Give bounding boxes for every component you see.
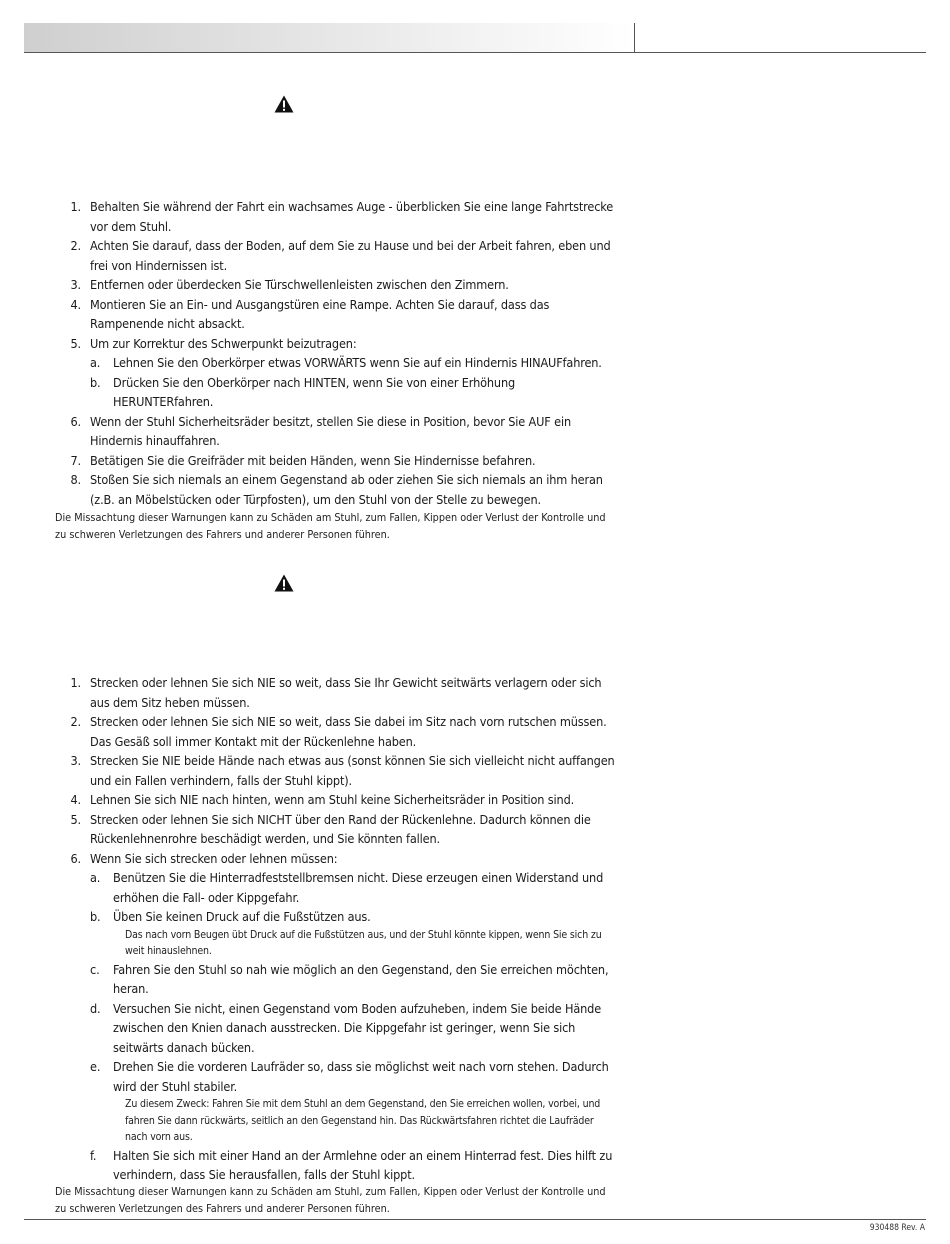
item-text: Stoßen Sie sich niemals an einem Gegenstand ab oder ziehen Sie sich niemals an ihm heran (z.B. an Möbelstücken oder Türpfosten), um den Stuhl von der Stelle zu bewegen.	[90, 472, 603, 507]
list-item	[55, 790, 615, 810]
item-text: Strecken Sie NIE beide Hände nach etwas aus (sonst können Sie sich vielleicht nicht auffangen und ein Fallen verhindern, falls der Stuhl kippt).	[90, 753, 615, 788]
sub-item-text: Benützen Sie die Hinterradfeststellbremsen nicht. Diese erzeugen einen Widerstand und erhöhen die Fall- oder Kippgefahr.	[113, 870, 604, 905]
sub-item-letter: c.	[90, 961, 100, 977]
sub-item-letter: b.	[90, 374, 101, 390]
item-text: Montieren Sie an Ein- und Ausgangstüren eine Rampe. Achten Sie darauf, dass das Rampenende nicht absackt.	[90, 296, 550, 331]
header-bar	[24, 23, 635, 52]
sub-item-letter: a.	[90, 870, 101, 885]
item-number: 3.	[70, 277, 81, 292]
list-item	[55, 751, 615, 790]
item-number: 5.	[70, 811, 81, 827]
item-text: Wenn der Stuhl Sicherheitsräder besitzt, stellen Sie diese in Position, bevor Sie AUF ein Hindernis hinauffahren.	[90, 413, 571, 448]
sub-list	[90, 353, 615, 412]
section2-list	[55, 673, 615, 1185]
item-number: 2.	[70, 238, 81, 253]
sub-item-letter: a.	[90, 355, 101, 370]
list-item	[55, 275, 615, 295]
list-item	[55, 334, 615, 412]
item-number: 1.	[70, 675, 81, 690]
sub-list-item	[90, 353, 615, 373]
item-text: Lehnen Sie sich NIE nach hinten, wenn am Stuhl keine Sicherheitsräder in Position sind.	[90, 792, 575, 807]
header-rule	[24, 52, 926, 53]
section1-warning-text: Die Missachtung dieser Warnungen kann zu Schäden am Stuhl, zum Fallen, Kippen oder Verlust der Kontrolle und zu schweren Verletzungen des Fahrers und anderer Personen führen.	[55, 511, 606, 541]
section2-warning-text: Die Missachtung dieser Warnungen kann zu Schäden am Stuhl, zum Fallen, Kippen oder Verlust der Kontrolle und zu schweren Verletzungen des Fahrers und anderer Personen führen.	[55, 1185, 606, 1215]
document-reference: 930488 Rev. A	[869, 1223, 925, 1233]
item-number: 6.	[70, 413, 81, 429]
item-text: Um zur Korrektur des Schwerpunkt beizutragen:	[90, 335, 357, 351]
sub-item-letter: b.	[90, 909, 101, 924]
sub-list-item	[90, 907, 615, 960]
list-item	[55, 295, 615, 334]
sub-item-text: Drehen Sie die vorderen Laufräder so, dass sie möglichst weit nach vorn stehen. Dadurch wird der Stuhl stabiler.	[113, 1059, 609, 1094]
footer-rule	[24, 1219, 926, 1220]
item-number: 6.	[70, 850, 81, 866]
sub-item-text: Lehnen Sie den Oberkörper etwas VORWÄRTS wenn Sie auf ein Hindernis HINAUFfahren.	[113, 355, 602, 370]
list-item	[55, 197, 615, 236]
list-item	[55, 236, 615, 275]
sub-list-item	[90, 373, 615, 412]
list-item	[55, 451, 615, 471]
item-text: Betätigen Sie die Greifräder mit beiden Händen, wenn Sie Hindernisse befahren.	[90, 452, 536, 468]
section1-list	[55, 197, 615, 509]
sub-list-item	[90, 1146, 615, 1185]
warning-triangle-icon	[274, 574, 294, 592]
item-text: Entfernen oder überdecken Sie Türschwellenleisten zwischen den Zimmern.	[90, 277, 509, 292]
item-text: Strecken oder lehnen Sie sich NICHT über den Rand der Rückenlehne. Dadurch können die Rückenlehnenrohre beschädigt werden, und Sie könnten fallen.	[90, 811, 591, 846]
item-text: Behalten Sie während der Fahrt ein wachsames Auge - überblicken Sie eine lange Fahrtstrecke vor dem Stuhl.	[90, 199, 614, 234]
list-item	[55, 810, 615, 849]
sub-list	[90, 868, 615, 1185]
item-text: Wenn Sie sich strecken oder lehnen müssen:	[90, 850, 338, 866]
item-number: 4.	[70, 792, 81, 807]
list-item	[55, 712, 615, 751]
sub-item-note: Das nach vorn Beugen übt Druck auf die Fußstützen aus, und der Stuhl könnte kippen, wenn Sie sich zu weit hinauslehnen.	[125, 928, 602, 957]
item-number: 5.	[70, 335, 81, 351]
item-text: Achten Sie darauf, dass der Boden, auf dem Sie zu Hause und bei der Arbeit fahren, eben und frei von Hindernissen ist.	[90, 238, 611, 273]
item-number: 8.	[70, 472, 81, 487]
item-number: 7.	[70, 452, 81, 468]
item-number: 2.	[70, 714, 81, 729]
sub-list-item	[90, 868, 615, 907]
item-text: Strecken oder lehnen Sie sich NIE so weit, dass Sie dabei im Sitz nach vorn rutschen müssen. Das Gesäß soll immer Kontakt mit der Rückenlehne haben.	[90, 714, 607, 749]
item-text: Strecken oder lehnen Sie sich NIE so weit, dass Sie Ihr Gewicht seitwärts verlagern oder sich aus dem Sitz heben müssen.	[90, 675, 602, 710]
sub-item-letter: e.	[90, 1059, 101, 1074]
sub-item-text: Üben Sie keinen Druck auf die Fußstützen aus.	[113, 909, 371, 924]
sub-item-letter: d.	[90, 1000, 101, 1016]
sub-item-text: Fahren Sie den Stuhl so nah wie möglich an den Gegenstand, den Sie erreichen möchten, heran.	[113, 961, 609, 996]
sub-item-text: Halten Sie sich mit einer Hand an der Armlehne oder an einem Hinterrad fest. Dies hilft zu verhindern, dass Sie herausfallen, falls der Stuhl kippt.	[113, 1147, 613, 1182]
item-number: 4.	[70, 296, 81, 312]
list-item	[55, 412, 615, 451]
sub-list-item	[90, 960, 615, 999]
sub-item-note: Zu diesem Zweck: Fahren Sie mit dem Stuhl an dem Gegenstand, den Sie erreichen wollen, vorbei, und fahren Sie dann rückwärts, seitlich an den Gegenstand hin. Das Rückwärtsfahren richtet die Laufräder nach vorn aus.	[125, 1098, 601, 1143]
item-number: 3.	[70, 753, 81, 768]
sub-list-item	[90, 1057, 615, 1146]
list-item	[55, 470, 615, 509]
header-divider	[634, 23, 635, 52]
warning-triangle-icon	[274, 95, 294, 113]
list-item	[55, 849, 615, 1185]
sub-item-letter: f.	[90, 1147, 97, 1163]
sub-item-text: Drücken Sie den Oberkörper nach HINTEN, wenn Sie von einer Erhöhung HERUNTERfahren.	[113, 374, 516, 409]
item-number: 1.	[70, 199, 81, 214]
sub-item-text: Versuchen Sie nicht, einen Gegenstand vom Boden aufzuheben, indem Sie beide Hände zwischen den Knien danach ausstrecken. Die Kippgefahr ist geringer, wenn Sie sich seitwärts danach bücken.	[113, 1000, 602, 1055]
list-item	[55, 673, 615, 712]
sub-list-item	[90, 999, 615, 1058]
